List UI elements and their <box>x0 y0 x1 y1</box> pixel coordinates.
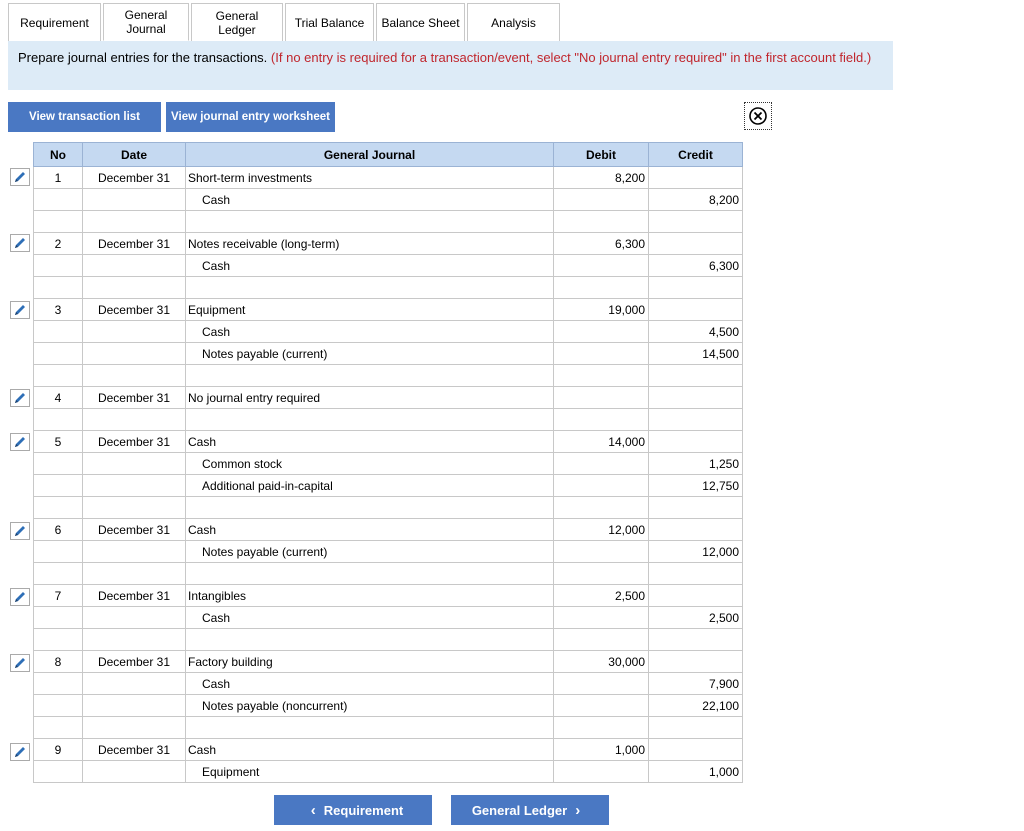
entry-date <box>83 475 186 497</box>
account-cell <box>186 409 554 431</box>
entry-number <box>34 761 83 783</box>
entry-date <box>83 629 186 651</box>
entry-number <box>34 277 83 299</box>
edit-entry-icon[interactable] <box>10 389 30 407</box>
credit-cell <box>649 211 743 233</box>
table-row <box>34 255 743 277</box>
tab-trial-balance[interactable] <box>285 3 374 41</box>
table-row <box>34 519 743 541</box>
edit-entry-icon[interactable] <box>10 588 30 606</box>
entry-date <box>83 277 186 299</box>
table-row <box>34 629 743 651</box>
account-cell: Cash <box>186 321 554 343</box>
entry-date <box>83 255 186 277</box>
account-cell <box>186 497 554 519</box>
credit-cell <box>649 651 743 673</box>
credit-cell <box>649 277 743 299</box>
entry-date <box>83 541 186 563</box>
entry-date <box>83 321 186 343</box>
entry-number <box>34 563 83 585</box>
credit-cell: 2,500 <box>649 607 743 629</box>
table-row <box>34 277 743 299</box>
entry-date <box>83 409 186 431</box>
table-row <box>34 189 743 211</box>
table-row <box>34 431 743 453</box>
account-cell <box>186 629 554 651</box>
entry-date <box>83 563 186 585</box>
tab-balance-sheet[interactable] <box>376 3 465 41</box>
account-cell: Cash <box>186 255 554 277</box>
table-row <box>34 695 743 717</box>
entry-date <box>83 343 186 365</box>
previous-label: Requirement <box>323 802 404 818</box>
credit-cell <box>649 387 743 409</box>
table-header-row <box>34 143 743 167</box>
debit-cell <box>554 321 649 343</box>
debit-cell <box>554 607 649 629</box>
entry-number <box>34 673 83 695</box>
entry-date: December 31 <box>83 519 186 541</box>
debit-cell <box>554 475 649 497</box>
tab-requirement[interactable] <box>8 3 101 41</box>
table-row <box>34 387 743 409</box>
debit-cell <box>554 629 649 651</box>
entry-number: 3 <box>34 299 83 321</box>
credit-cell <box>649 563 743 585</box>
credit-cell: 6,300 <box>649 255 743 277</box>
table-row <box>34 299 743 321</box>
table-row <box>34 739 743 761</box>
debit-cell: 14,000 <box>554 431 649 453</box>
entry-date: December 31 <box>83 585 186 607</box>
entry-number <box>34 189 83 211</box>
tab-label: Trial Balance <box>294 15 365 30</box>
account-cell: Additional paid-in-capital <box>186 475 554 497</box>
entry-number: 7 <box>34 585 83 607</box>
entry-number <box>34 211 83 233</box>
entry-date <box>83 607 186 629</box>
table-row <box>34 607 743 629</box>
credit-cell <box>649 717 743 739</box>
table-row <box>34 651 743 673</box>
table-row <box>34 497 743 519</box>
debit-cell <box>554 189 649 211</box>
entry-date <box>83 761 186 783</box>
account-cell: Notes payable (current) <box>186 541 554 563</box>
table-row <box>34 365 743 387</box>
debit-cell <box>554 453 649 475</box>
credit-cell: 7,900 <box>649 673 743 695</box>
account-cell: Common stock <box>186 453 554 475</box>
debit-cell: 2,500 <box>554 585 649 607</box>
credit-cell: 1,000 <box>649 761 743 783</box>
entry-number <box>34 453 83 475</box>
entry-number <box>34 541 83 563</box>
entry-number <box>34 629 83 651</box>
table-row <box>34 343 743 365</box>
entry-number: 4 <box>34 387 83 409</box>
tab-analysis[interactable] <box>467 3 560 41</box>
account-cell: Short-term investments <box>186 167 554 189</box>
header-credit: Credit <box>649 143 743 167</box>
view-transaction-list-button[interactable]: View transaction list <box>8 102 161 132</box>
chevron-right-icon: › <box>575 801 581 819</box>
edit-entry-icon[interactable] <box>10 234 30 252</box>
header-debit: Debit <box>554 143 649 167</box>
account-cell: Notes payable (noncurrent) <box>186 695 554 717</box>
entry-number <box>34 475 83 497</box>
instruction-text: Prepare journal entries for the transactions. <box>18 50 271 65</box>
entry-date <box>83 717 186 739</box>
credit-cell <box>649 739 743 761</box>
table-row <box>34 585 743 607</box>
tab-label: Analysis <box>491 15 536 30</box>
entry-number <box>34 409 83 431</box>
account-cell: Equipment <box>186 299 554 321</box>
credit-cell: 4,500 <box>649 321 743 343</box>
debit-cell <box>554 277 649 299</box>
account-cell <box>186 277 554 299</box>
entry-date: December 31 <box>83 387 186 409</box>
credit-cell <box>649 431 743 453</box>
debit-cell: 12,000 <box>554 519 649 541</box>
tab-label: Requirement <box>20 15 89 30</box>
view-journal-entry-worksheet-button[interactable]: View journal entry worksheet <box>166 102 335 132</box>
table-row <box>34 761 743 783</box>
entry-date <box>83 189 186 211</box>
debit-cell <box>554 563 649 585</box>
entry-number <box>34 695 83 717</box>
credit-cell <box>649 167 743 189</box>
table-row <box>34 563 743 585</box>
credit-cell <box>649 585 743 607</box>
entry-number: 6 <box>34 519 83 541</box>
credit-cell: 1,250 <box>649 453 743 475</box>
entry-date <box>83 497 186 519</box>
entry-number <box>34 365 83 387</box>
next-label: General Ledger <box>471 802 568 818</box>
credit-cell <box>649 409 743 431</box>
account-cell: Notes receivable (long-term) <box>186 233 554 255</box>
debit-cell <box>554 541 649 563</box>
account-cell: Cash <box>186 607 554 629</box>
tab-general-journal[interactable] <box>103 3 189 41</box>
debit-cell: 6,300 <box>554 233 649 255</box>
table-row <box>34 475 743 497</box>
entry-date <box>83 211 186 233</box>
debit-cell <box>554 343 649 365</box>
account-cell: Equipment <box>186 761 554 783</box>
account-cell <box>186 211 554 233</box>
account-cell: Intangibles <box>186 585 554 607</box>
header-general-journal: General Journal <box>186 143 554 167</box>
edit-entry-icon[interactable] <box>10 743 30 761</box>
entry-number <box>34 497 83 519</box>
credit-cell: 22,100 <box>649 695 743 717</box>
edit-entry-icon[interactable] <box>10 301 30 319</box>
table-row <box>34 541 743 563</box>
credit-cell <box>649 365 743 387</box>
account-cell <box>186 563 554 585</box>
table-row <box>34 453 743 475</box>
debit-cell <box>554 365 649 387</box>
tab-bar <box>8 3 562 41</box>
credit-cell: 14,500 <box>649 343 743 365</box>
table-row <box>34 409 743 431</box>
credit-cell: 8,200 <box>649 189 743 211</box>
table-row <box>34 211 743 233</box>
entry-date: December 31 <box>83 651 186 673</box>
chevron-left-icon: ‹ <box>310 801 316 819</box>
table-row <box>34 717 743 739</box>
debit-cell <box>554 211 649 233</box>
close-button[interactable] <box>744 102 772 130</box>
credit-cell <box>649 519 743 541</box>
credit-cell <box>649 299 743 321</box>
account-cell: Cash <box>186 673 554 695</box>
entry-number: 5 <box>34 431 83 453</box>
debit-cell: 1,000 <box>554 739 649 761</box>
journal-body <box>34 167 743 783</box>
edit-entry-icon[interactable] <box>10 433 30 451</box>
debit-cell <box>554 717 649 739</box>
credit-cell <box>649 629 743 651</box>
entry-number: 8 <box>34 651 83 673</box>
debit-cell <box>554 409 649 431</box>
edit-entry-icon[interactable] <box>10 654 30 672</box>
debit-cell: 19,000 <box>554 299 649 321</box>
entry-date <box>83 695 186 717</box>
debit-cell <box>554 497 649 519</box>
debit-cell <box>554 695 649 717</box>
entry-number: 9 <box>34 739 83 761</box>
entry-date: December 31 <box>83 431 186 453</box>
instruction-banner <box>8 41 893 90</box>
account-cell <box>186 717 554 739</box>
account-cell: Cash <box>186 739 554 761</box>
credit-cell <box>649 497 743 519</box>
account-cell: No journal entry required <box>186 387 554 409</box>
debit-cell <box>554 387 649 409</box>
entry-date: December 31 <box>83 739 186 761</box>
entry-date <box>83 673 186 695</box>
credit-cell: 12,750 <box>649 475 743 497</box>
tab-label: General <box>215 8 259 23</box>
account-cell: Factory building <box>186 651 554 673</box>
header-date: Date <box>83 143 186 167</box>
table-row <box>34 321 743 343</box>
edit-entry-icon[interactable] <box>10 522 30 540</box>
debit-cell: 30,000 <box>554 651 649 673</box>
table-row <box>34 673 743 695</box>
edit-entry-icon[interactable] <box>10 168 30 186</box>
tab-general-ledger[interactable] <box>191 3 283 41</box>
entry-date <box>83 453 186 475</box>
account-cell: Cash <box>186 431 554 453</box>
instruction-note: (If no entry is required for a transaction/event, select "No journal entry required" in the first account field.) <box>270 50 872 65</box>
tab-label: Journal <box>126 22 166 36</box>
account-cell: Cash <box>186 519 554 541</box>
close-icon <box>748 106 768 126</box>
tab-label: Ledger <box>218 22 256 37</box>
tab-label: General <box>124 8 168 22</box>
credit-cell <box>649 233 743 255</box>
entry-number: 1 <box>34 167 83 189</box>
entry-number: 2 <box>34 233 83 255</box>
table-row <box>34 167 743 189</box>
account-cell: Notes payable (current) <box>186 343 554 365</box>
entry-number <box>34 607 83 629</box>
debit-cell <box>554 673 649 695</box>
debit-cell: 8,200 <box>554 167 649 189</box>
credit-cell: 12,000 <box>649 541 743 563</box>
entry-number <box>34 343 83 365</box>
entry-date: December 31 <box>83 299 186 321</box>
entry-date <box>83 365 186 387</box>
previous-requirement-button[interactable] <box>274 795 432 825</box>
debit-cell <box>554 761 649 783</box>
table-row <box>34 233 743 255</box>
debit-cell <box>554 255 649 277</box>
header-no: No <box>34 143 83 167</box>
entry-date: December 31 <box>83 167 186 189</box>
account-cell <box>186 365 554 387</box>
entry-date: December 31 <box>83 233 186 255</box>
next-general-ledger-button[interactable] <box>451 795 609 825</box>
general-journal-table <box>33 142 743 783</box>
entry-number <box>34 321 83 343</box>
entry-number <box>34 717 83 739</box>
account-cell: Cash <box>186 189 554 211</box>
tab-label: Balance Sheet <box>381 15 460 30</box>
entry-number <box>34 255 83 277</box>
